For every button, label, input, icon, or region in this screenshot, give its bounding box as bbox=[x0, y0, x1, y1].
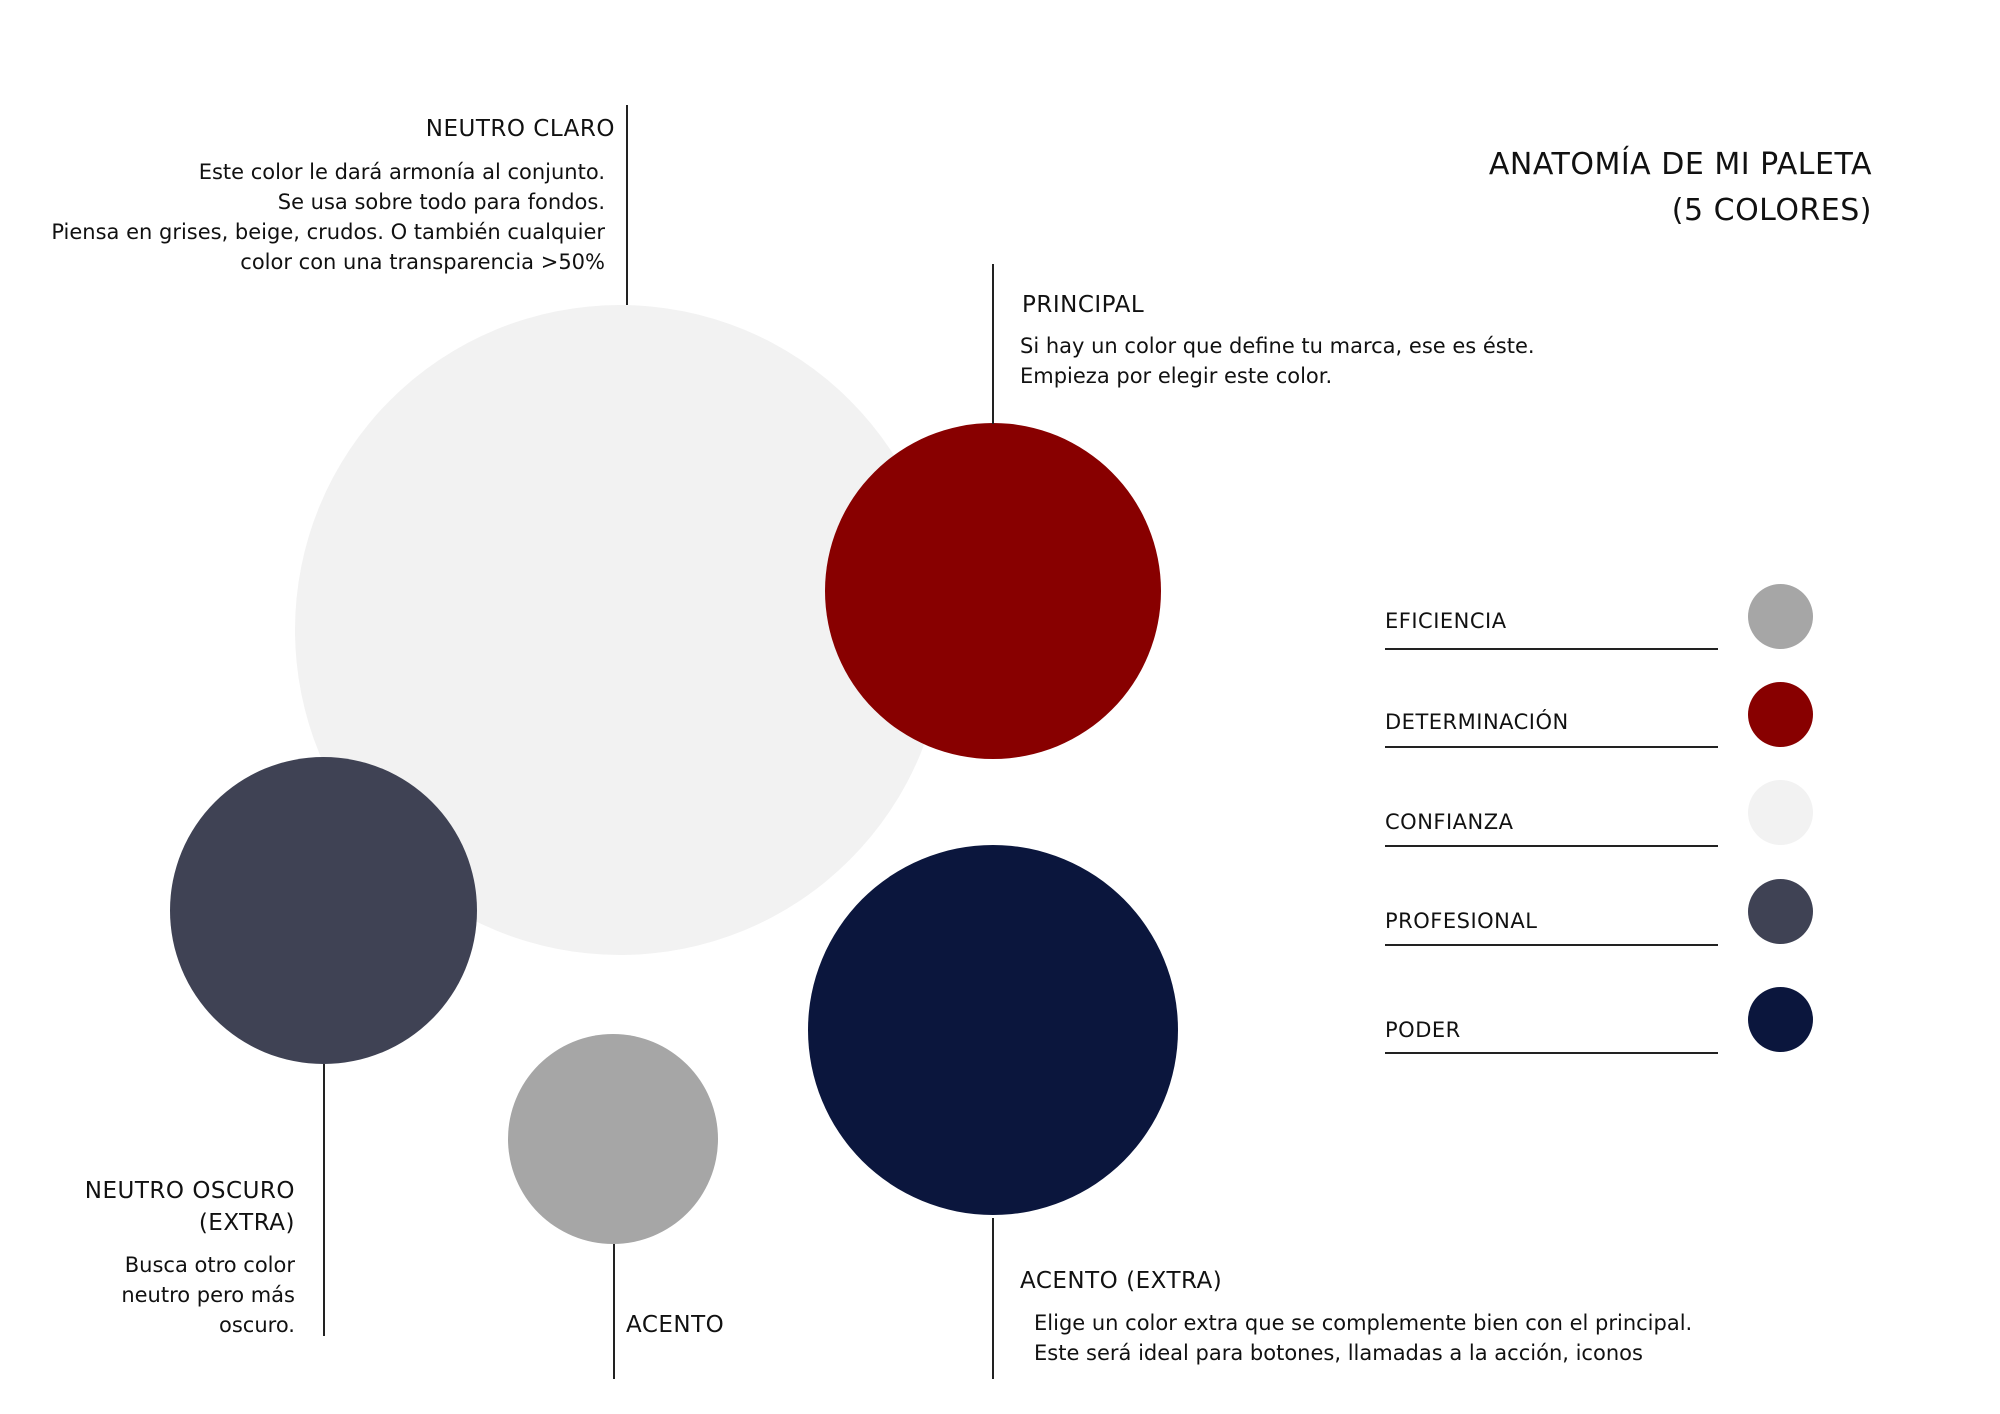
description-neutro-claro: Este color le dará armonía al conjunto. Se usa sobre todo para fondos. Piensa en grises, beige, crudos. O también cualquier color con una transparencia >50% bbox=[51, 160, 605, 274]
legend-swatch-confianza bbox=[1748, 780, 1813, 845]
label-neutro-oscuro: NEUTRO OSCURO (EXTRA) bbox=[84, 1178, 295, 1236]
page-title bbox=[1489, 142, 1872, 234]
connector-acento-extra bbox=[992, 1218, 994, 1379]
legend-swatch-poder bbox=[1748, 987, 1813, 1052]
description-principal: Si hay un color que define tu marca, ese es éste. Empieza por elegir este color. bbox=[1020, 334, 1535, 388]
connector-acento bbox=[613, 1244, 615, 1379]
connector-neutro-oscuro bbox=[323, 1064, 325, 1336]
legend-swatch-determinacion bbox=[1748, 682, 1813, 747]
legend-label-poder: PODER bbox=[1385, 1018, 1461, 1042]
connector-neutro-claro bbox=[626, 105, 628, 305]
circle-acento-extra bbox=[808, 845, 1178, 1215]
legend-underline-profesional bbox=[1385, 944, 1718, 946]
label-neutro-claro: NEUTRO CLARO bbox=[425, 116, 615, 142]
legend-underline-eficiencia bbox=[1385, 648, 1718, 650]
label-acento: ACENTO bbox=[626, 1312, 725, 1338]
description-acento-extra: Elige un color extra que se complemente bien con el principal. Este será ideal para botones, llamadas a la acción, iconos bbox=[1034, 1311, 1693, 1365]
legend-swatch-eficiencia bbox=[1748, 584, 1813, 649]
connector-principal bbox=[992, 264, 994, 424]
legend-label-profesional: PROFESIONAL bbox=[1385, 909, 1538, 933]
page-title-line-1: ANATOMÍA DE MI PALETA bbox=[1488, 147, 1872, 182]
legend-underline-poder bbox=[1385, 1052, 1718, 1054]
legend-label-determinacion: DETERMINACIÓN bbox=[1385, 710, 1569, 734]
legend-underline-determinacion bbox=[1385, 746, 1718, 748]
legend-label-confianza: CONFIANZA bbox=[1385, 810, 1514, 834]
legend-label-eficiencia: EFICIENCIA bbox=[1385, 609, 1507, 633]
page-title-line-2: (5 COLORES) bbox=[1671, 193, 1872, 228]
legend-underline-confianza bbox=[1385, 845, 1718, 847]
circle-acento bbox=[508, 1034, 718, 1244]
label-acento-extra: ACENTO (EXTRA) bbox=[1020, 1268, 1223, 1294]
circle-neutro-oscuro bbox=[170, 757, 477, 1064]
description-neutro-oscuro: Busca otro color neutro pero más oscuro. bbox=[121, 1253, 295, 1337]
label-principal: PRINCIPAL bbox=[1022, 292, 1145, 318]
circle-principal bbox=[825, 423, 1161, 759]
legend-swatch-profesional bbox=[1748, 879, 1813, 944]
